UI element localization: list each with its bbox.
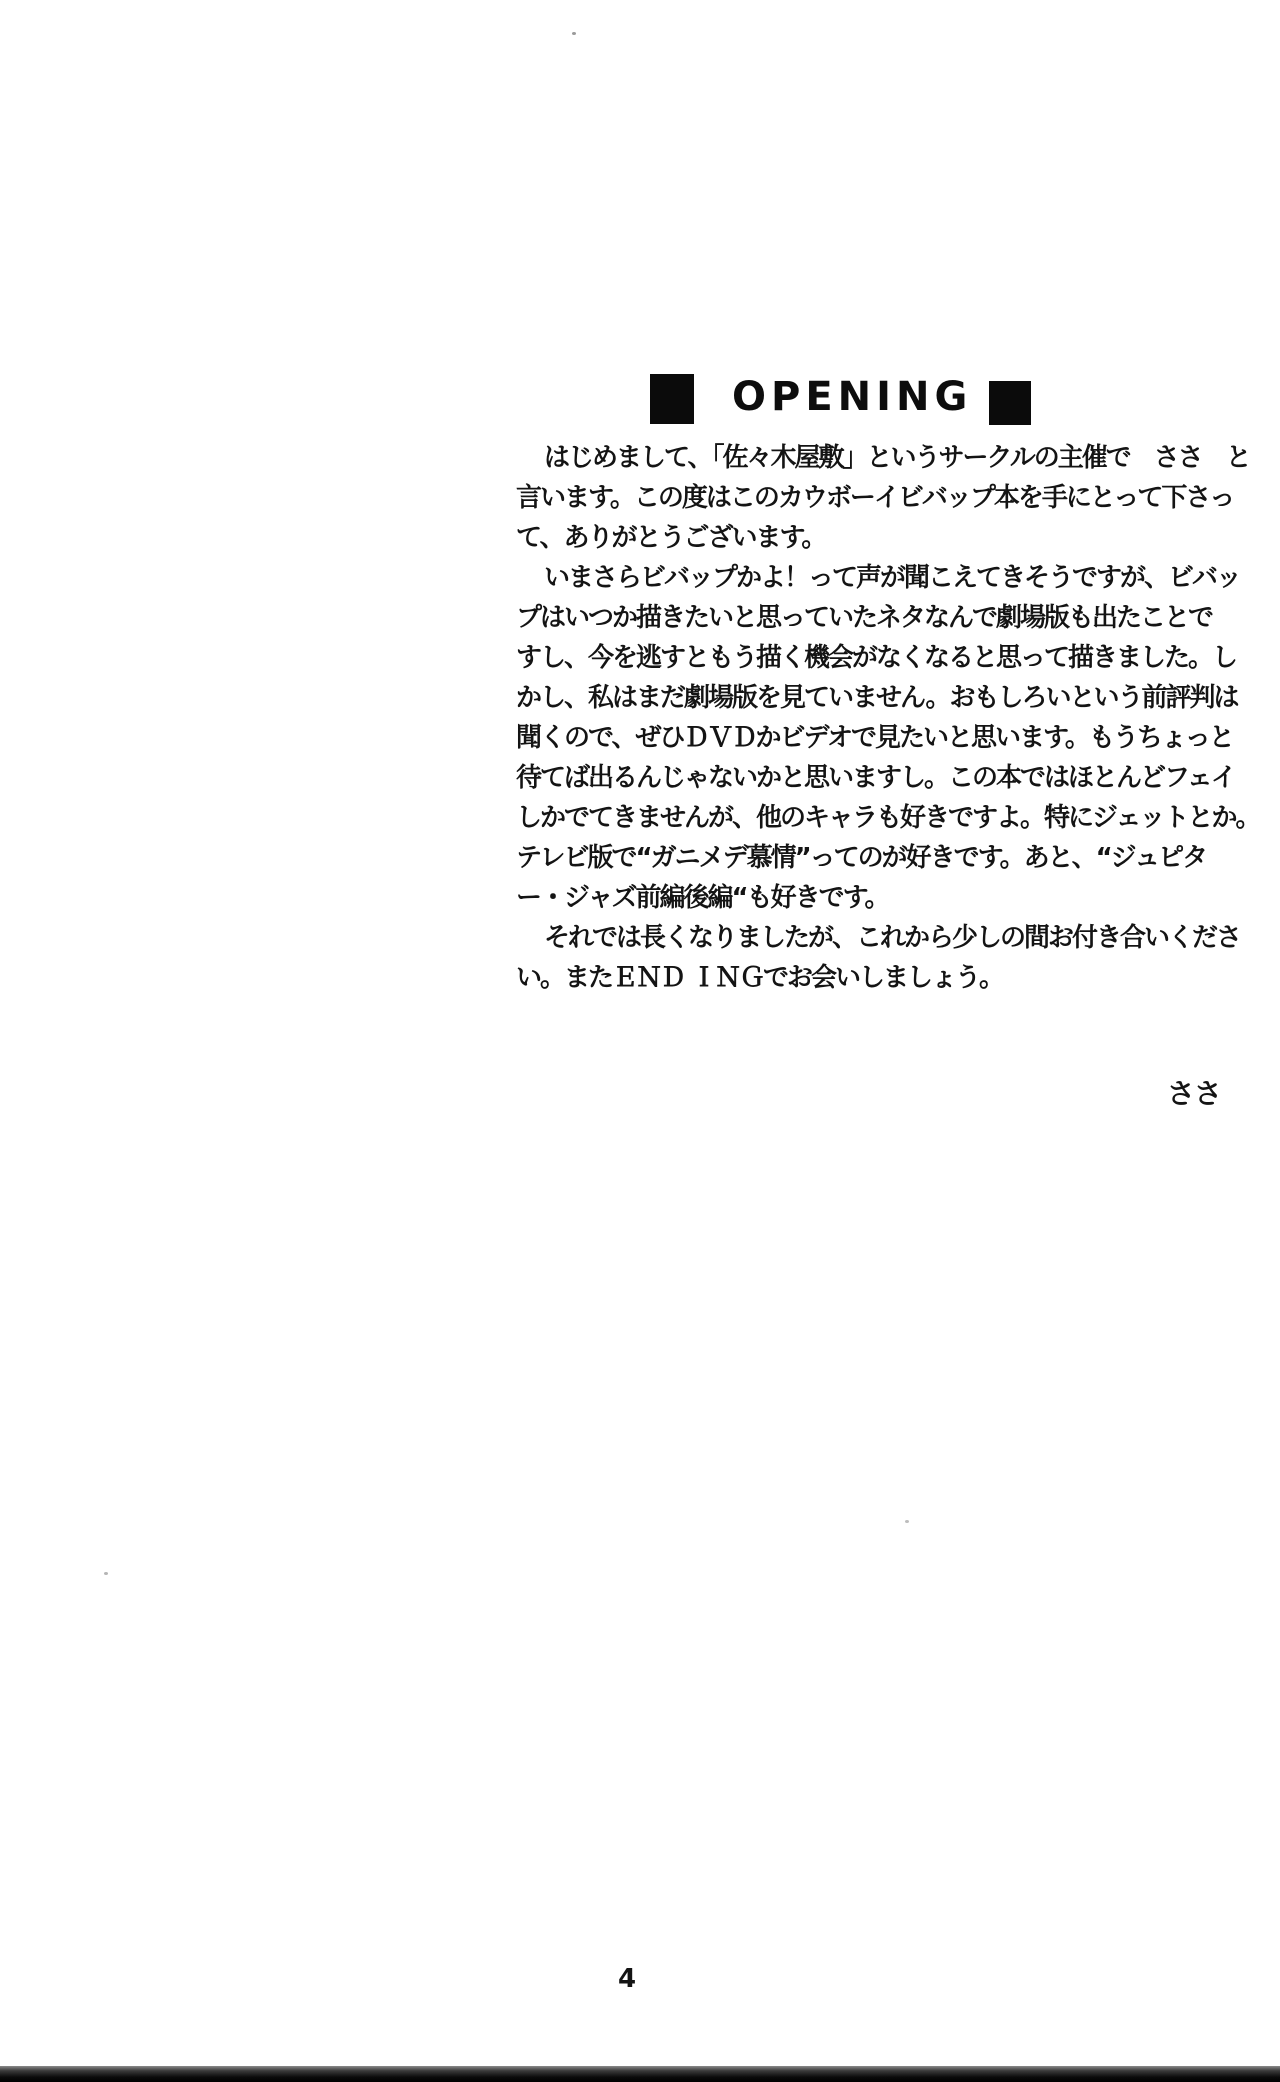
body-line: 言います。この度はこのカウボーイビバップ本を手にとって下さっ	[516, 483, 1234, 513]
body-line: 待てば出るんじゃないかと思いますし。この本ではほとんどフェイ	[516, 763, 1235, 793]
body-line: かし、私はまだ劇場版を見ていません。おもしろいという前評判は	[516, 683, 1238, 713]
body-line: い。またＥＮＤ ＩＮＧでお会いしましょう。	[516, 963, 1004, 993]
page-title-row	[0, 372, 1280, 428]
scan-speck	[572, 32, 576, 35]
body-line: ー・ジャズ前編後編“も好きです。	[516, 883, 889, 913]
body-line: それでは長くなりましたが、これから少しの間お付き合いくださ	[544, 923, 1241, 953]
body-line: テレビ版で“ガニメデ慕情”ってのが好きです。あと、“ジュピタ	[516, 843, 1207, 873]
body-line: はじめまして、「佐々木屋敷」というサークルの主催で ささ と	[544, 443, 1250, 473]
body-line: て、ありがとうございます。	[516, 523, 826, 553]
author-signature: ささ	[1167, 1077, 1222, 1110]
scan-edge-band	[0, 2066, 1280, 2082]
body-line: いまさらビバップかよ！って声が聞こえてきそうですが、ビバッ	[544, 563, 1241, 593]
body-line: プはいつか描きたいと思っていたネタなんで劇場版も出たことで	[516, 603, 1213, 633]
scan-speck	[905, 1520, 909, 1523]
page-title: OPENING	[732, 374, 973, 420]
scan-speck	[104, 1572, 108, 1575]
page-number: 4	[617, 1964, 637, 1994]
body-text-block	[516, 438, 1260, 998]
black-square-icon	[650, 374, 694, 424]
body-line: しかでてきませんが、他のキャラも好きですよ。特にジェットとか。	[516, 803, 1260, 833]
black-square-icon	[989, 381, 1031, 425]
body-line: すし、今を逃すともう描く機会がなくなると思って描きました。し	[516, 643, 1237, 673]
body-line: 聞くので、ぜひＤＶＤかビデオで見たいと思います。もうちょっと	[516, 723, 1233, 753]
